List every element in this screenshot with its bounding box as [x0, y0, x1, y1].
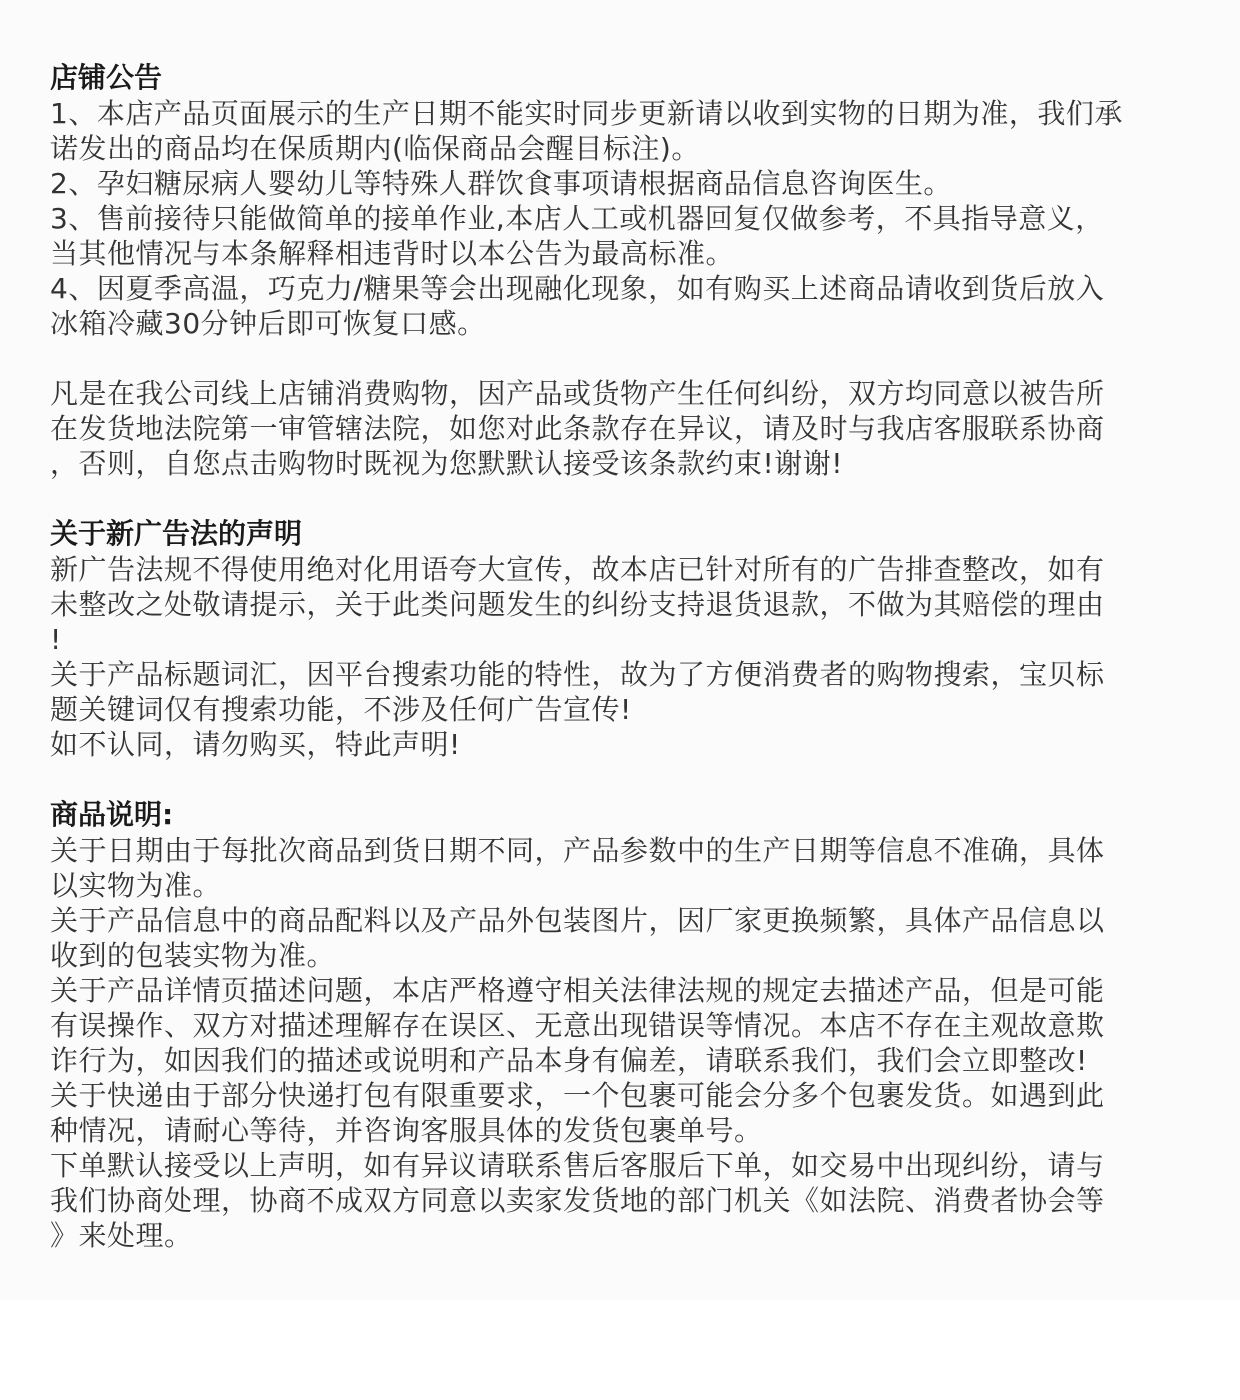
spacer [50, 481, 1190, 516]
product-line: 诈行为，如因我们的描述或说明和产品本身有偏差，请联系我们，我们会立即整改! [50, 1044, 1088, 1077]
store-notice-section [50, 60, 1190, 341]
dispute-line: 凡是在我公司线上店铺消费购物，因产品或货物产生任何纠纷，双方均同意以被告所 [50, 377, 1105, 410]
dispute-section [50, 376, 1190, 481]
dispute-line: ，否则，自您点击购物时既视为您默默认接受该条款约束!谢谢! [50, 447, 843, 480]
product-title: 商品说明: [50, 798, 174, 831]
spacer [50, 762, 1190, 797]
notice-line: 3、售前接待只能做简单的接单作业,本店人工或机器回复仅做参考，不具指导意义， [50, 202, 1104, 235]
ad-law-line: ! [50, 623, 62, 656]
store-notice-title: 店铺公告 [50, 61, 163, 94]
product-section [50, 797, 1190, 1253]
product-line: 下单默认接受以上声明，如有异议请联系售后客服后下单，如交易中出现纠纷，请与 [50, 1149, 1105, 1182]
product-line: 》来处理。 [50, 1219, 193, 1252]
bottom-blank [0, 1300, 1240, 1400]
product-line: 种情况，请耐心等待，并咨询客服具体的发货包裹单号。 [50, 1114, 763, 1147]
ad-law-title: 关于新广告法的声明 [50, 517, 303, 550]
ad-law-line: 未整改之处敬请提示，关于此类问题发生的纠纷支持退货退款，不做为其赔偿的理由 [50, 588, 1105, 621]
product-line: 收到的包装实物为准。 [50, 939, 336, 972]
ad-law-section [50, 516, 1190, 762]
spacer [50, 341, 1190, 376]
ad-law-line: 题关键词仅有搜索功能，不涉及任何广告宣传! [50, 693, 632, 726]
product-line: 有误操作、双方对描述理解存在误区、无意出现错误等情况。本店不存在主观故意欺 [50, 1009, 1105, 1042]
dispute-line: 在发货地法院第一审管辖法院，如您对此条款存在异议，请及时与我店客服联系协商 [50, 412, 1105, 445]
product-line: 关于日期由于每批次商品到货日期不同，产品参数中的生产日期等信息不准确，具体 [50, 834, 1105, 867]
notice-line: 冰箱冷藏30分钟后即可恢复口感。 [50, 307, 486, 340]
ad-law-line: 如不认同，请勿购买，特此声明! [50, 728, 461, 761]
ad-law-line: 关于产品标题词汇，因平台搜索功能的特性，故为了方便消费者的购物搜索，宝贝标 [50, 658, 1105, 691]
notice-line: 2、孕妇糖尿病人婴幼儿等特殊人群饮食事项请根据商品信息咨询医生。 [50, 167, 952, 200]
product-line: 关于产品详情页描述问题，本店严格遵守相关法律法规的规定去描述产品，但是可能 [50, 974, 1105, 1007]
notice-line: 1、本店产品页面展示的生产日期不能实时同步更新请以收到实物的日期为准，我们承 [50, 97, 1123, 130]
notice-line: 诺发出的商品均在保质期内(临保商品会醒目标注)。 [50, 132, 700, 165]
ad-law-line: 新广告法规不得使用绝对化用语夸大宣传，故本店已针对所有的广告排查整改，如有 [50, 553, 1105, 586]
notice-line: 当其他情况与本条解释相违背时以本公告为最高标准。 [50, 237, 735, 270]
product-line: 关于产品信息中的商品配料以及产品外包装图片，因厂家更换频繁，具体产品信息以 [50, 904, 1105, 937]
notice-line: 4、因夏季高温，巧克力/糖果等会出现融化现象，如有购买上述商品请收到货后放入 [50, 272, 1105, 305]
product-line: 我们协商处理，协商不成双方同意以卖家发货地的部门机关《如法院、消费者协会等 [50, 1184, 1105, 1217]
product-line: 以实物为准。 [50, 869, 222, 902]
product-line: 关于快递由于部分快递打包有限重要求，一个包裹可能会分多个包裹发货。如遇到此 [50, 1079, 1105, 1112]
